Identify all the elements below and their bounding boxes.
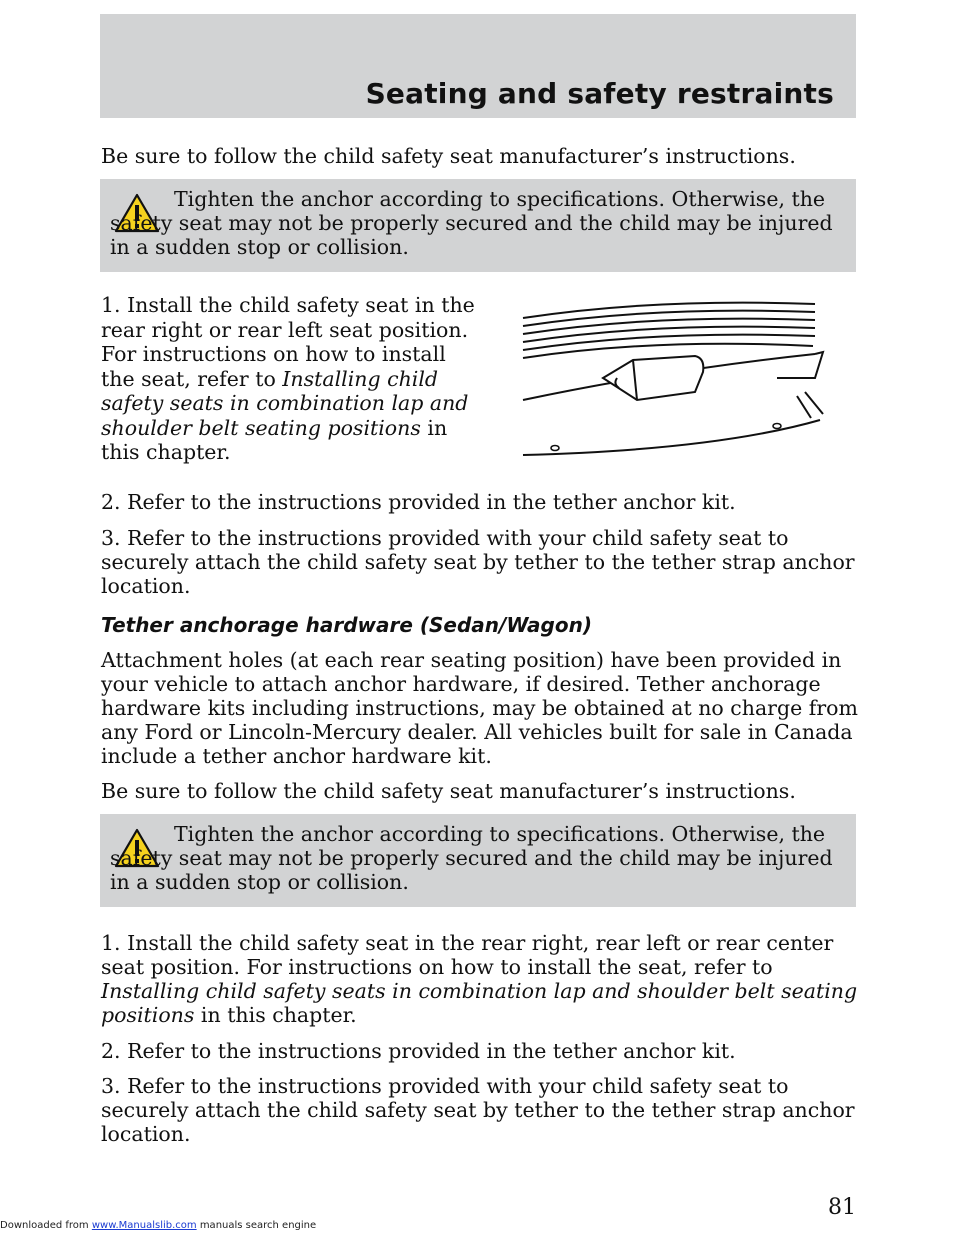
step-1-text: 1. Install the child safety seat in the rear right or rear left seat position. For instructions on how to install the seat, refer to <box>101 293 475 391</box>
tether-anchor-illustration <box>515 290 830 470</box>
attachment-text: Attachment holes (at each rear seating position) have been provided in your vehicle to attach anchor hardware, if desired. Tether anchorage hardware kits including instructions, may be obtained at no charge from any Ford or Lincoln-Mercury dealer. All vehicles built for sale in Canada include a tether anchor hardware kit. <box>101 648 858 768</box>
step-3-wagon: 3. Refer to the instructions provided with your child safety seat to securely attach the child safety seat by tether to the tether strap anchor location. <box>101 1074 855 1146</box>
step-1-wagon <box>101 931 861 1027</box>
step-2-wagon: 2. Refer to the instructions provided in the tether anchor kit. <box>101 1039 736 1063</box>
page-title: Seating and safety restraints <box>365 77 834 110</box>
warning-text-2: Tighten the anchor according to specifications. Otherwise, the safety seat may not be properly secured and the child may be injured in a sudden stop or collision. <box>110 822 833 894</box>
step-1b-text: 1. Install the child safety seat in the rear right, rear left or rear center seat position. For instructions on how to install the seat, refer to <box>101 931 834 979</box>
step-1b-suffix: in this chapter. <box>194 1003 357 1027</box>
warning-box-1 <box>100 179 856 272</box>
step-1-suffix: in this chapter. <box>101 415 448 464</box>
section-subheading: Tether anchorage hardware (Sedan/Wagon) <box>101 613 592 637</box>
intro-text: Be sure to follow the child safety seat manufacturer’s instructions. <box>101 144 796 168</box>
footer-link[interactable]: www.Manualslib.com <box>91 1220 197 1231</box>
step-2-sedan: 2. Refer to the instructions provided in the tether anchor kit. <box>101 490 736 514</box>
step-1b-reference: Installing child safety seats in combination lap and shoulder belt seating positions <box>101 979 858 1027</box>
step-3-sedan: 3. Refer to the instructions provided with your child safety seat to securely attach the child safety seat by tether to the tether strap anchor location. <box>101 526 855 598</box>
footer <box>0 1220 316 1231</box>
step-1-reference: Installing child safety seats in combination lap and shoulder belt seating positions <box>101 366 469 440</box>
footer-prefix: Downloaded from <box>0 1220 92 1231</box>
footer-suffix: manuals search engine <box>196 1220 317 1231</box>
warning-box-2 <box>100 814 856 907</box>
step-1-sedan <box>101 293 481 465</box>
page-header <box>100 14 856 118</box>
warning-text-1: Tighten the anchor according to specifications. Otherwise, the safety seat may not be properly secured and the child may be injured in a sudden stop or collision. <box>110 187 833 259</box>
intro-text-2: Be sure to follow the child safety seat manufacturer’s instructions. <box>101 779 796 803</box>
page-number: 81 <box>828 1195 856 1220</box>
